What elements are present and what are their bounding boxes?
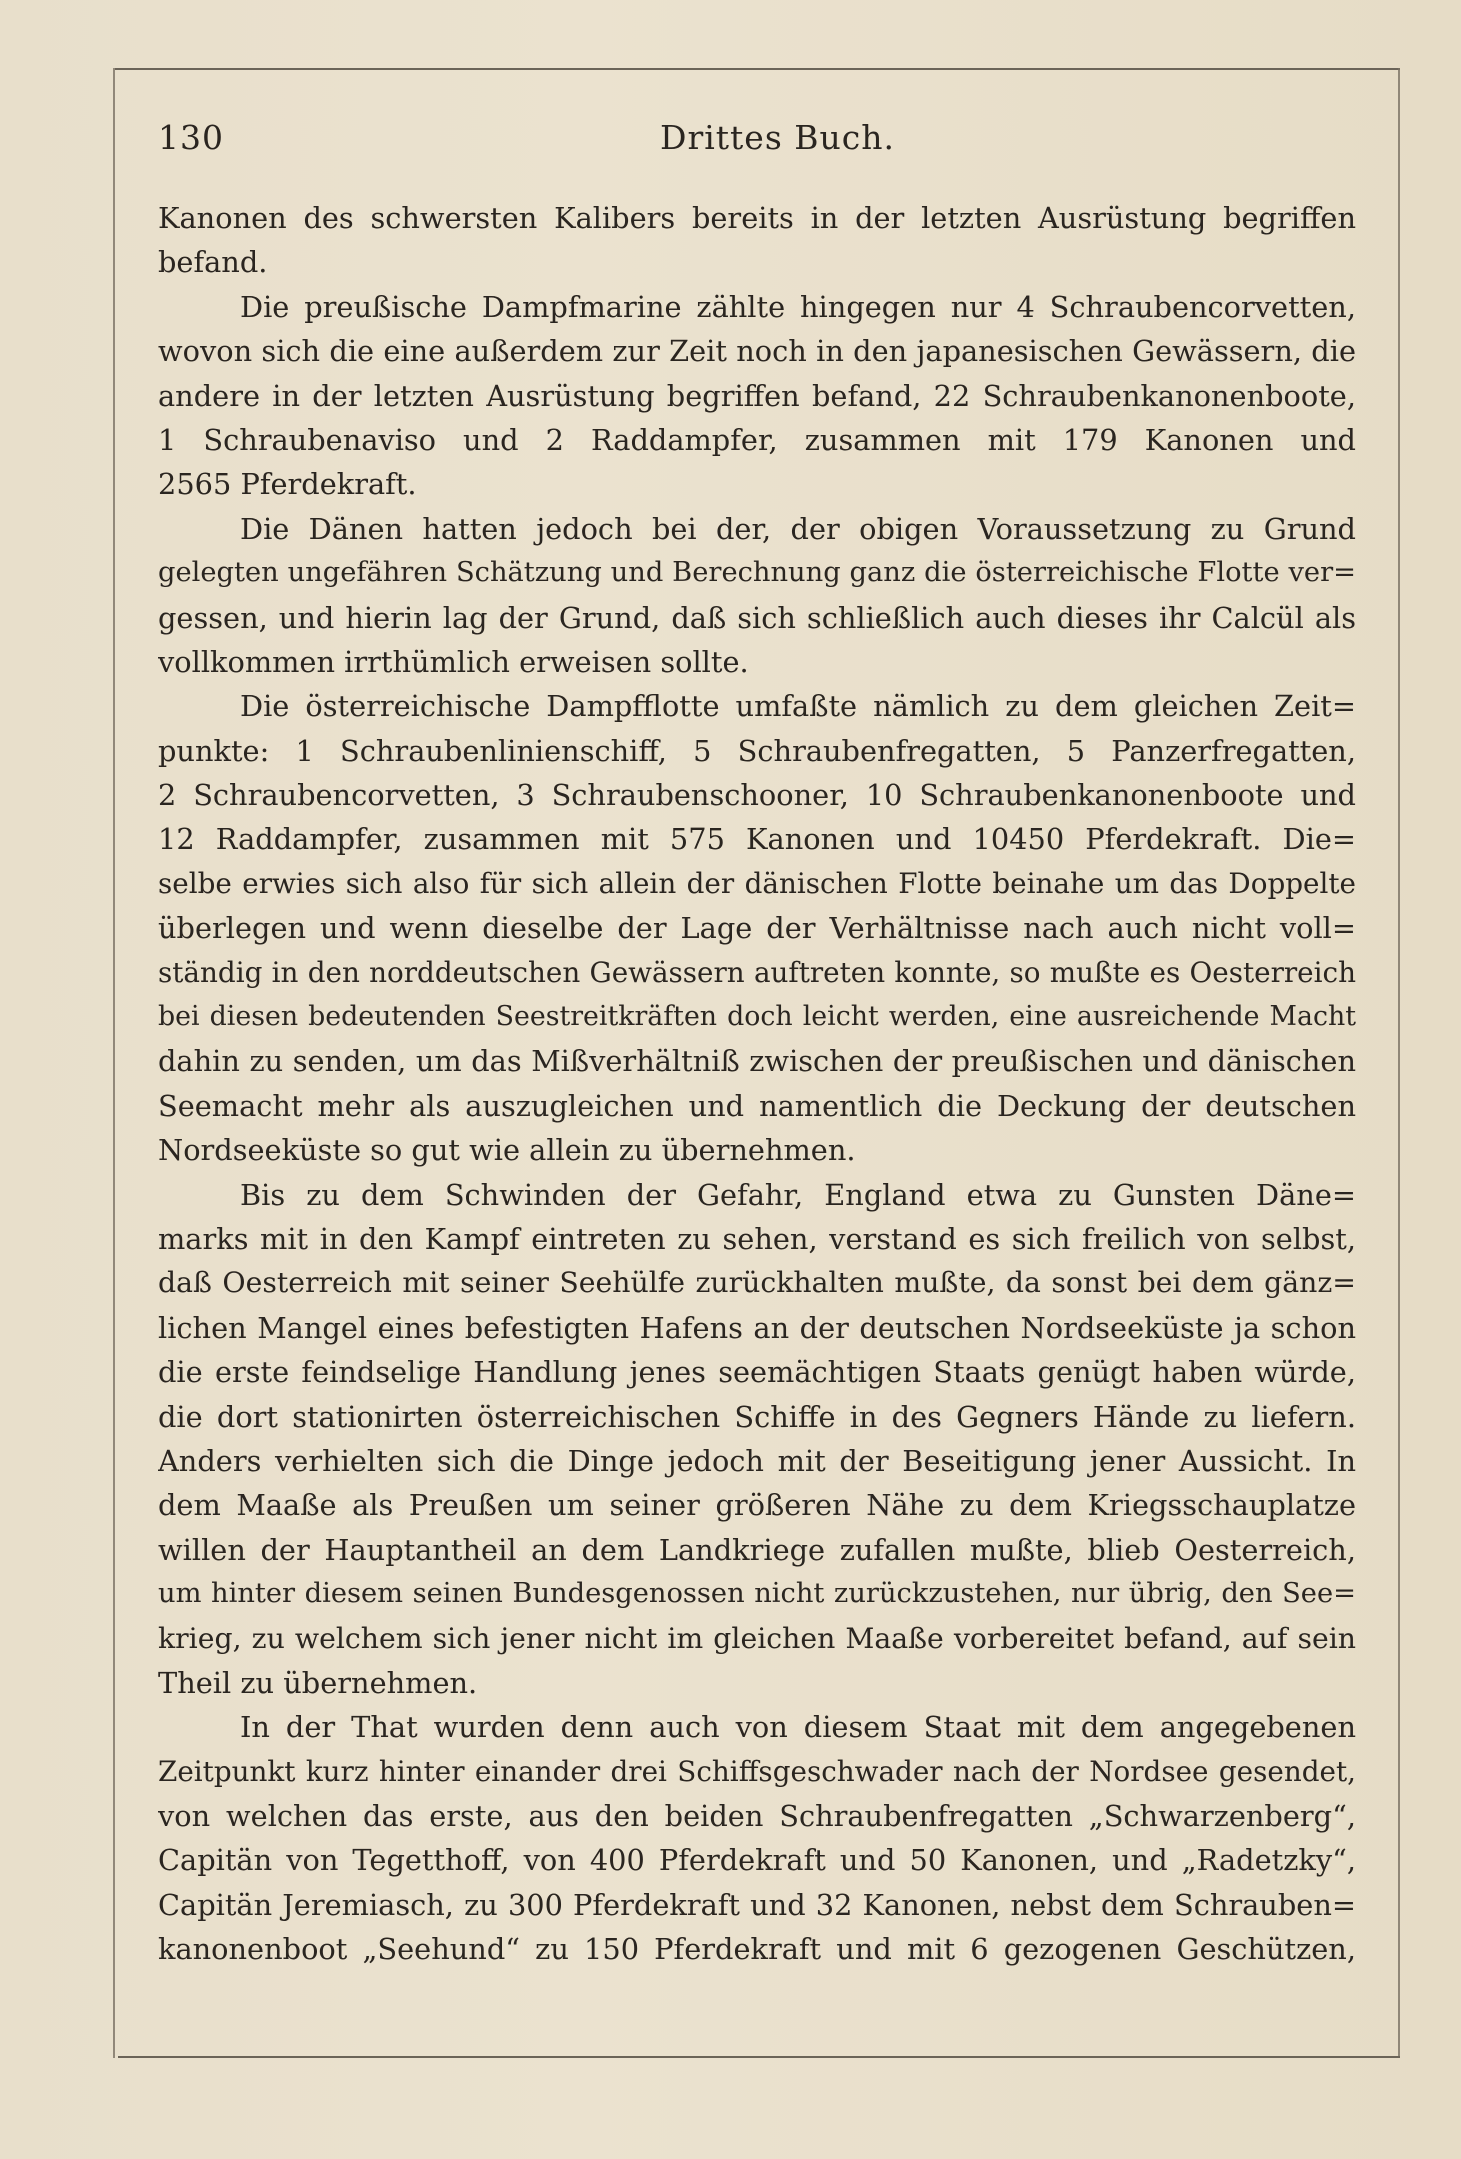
text-line: kanonenboot „Seehund“ zu 150 Pferdekraft und mit 6 gezogenen Geschützen,	[158, 1932, 1356, 1967]
page-number: 130	[158, 118, 224, 157]
text-line: marks mit in den Kampf eintreten zu sehen, verstand es sich freilich von selbst,	[158, 1221, 1356, 1256]
text-line: gelegten ungefähren Schätzung und Berechnung ganz die österreichische Flotte ver=	[158, 557, 1356, 589]
body-text	[158, 196, 1356, 1972]
text-line: um hinter diesem seinen Bundesgenossen nicht zurückzustehen, nur übrig, den See=	[158, 1578, 1356, 1610]
text-line: dahin zu senden, um das Mißverhältniß zwischen der preußischen und dänischen	[158, 1044, 1356, 1079]
text-line: Bis zu dem Schwinden der Gefahr, England etwa zu Gunsten Däne=	[240, 1177, 1356, 1212]
text-line: bei diesen bedeutenden Seestreitkräften doch leicht werden, eine ausreichende Macht	[158, 1001, 1356, 1033]
left-border-rule	[113, 68, 115, 2058]
text-line: befand.	[158, 245, 268, 280]
running-title: Drittes Buch.	[660, 118, 895, 157]
text-line: Anders verhielten sich die Dinge jedoch mit der Beseitigung jener Aussicht. In	[158, 1443, 1356, 1478]
text-line: krieg, zu welchem sich jener nicht im gleichen Maaße vorbereitet befand, auf sein	[158, 1621, 1356, 1655]
text-line: Kanonen des schwersten Kalibers bereits in der letzten Ausrüstung begriffen	[158, 201, 1356, 235]
text-line: Seemacht mehr als auszugleichen und namentlich die Deckung der deutschen	[158, 1088, 1356, 1123]
text-line: 2565 Pferdekraft.	[158, 467, 417, 502]
text-line: die erste feindselige Handlung jenes seemächtigen Staats genügt haben würde,	[158, 1355, 1356, 1390]
bottom-border-rule	[118, 2056, 1400, 2058]
text-line: andere in der letzten Ausrüstung begriffen befand, 22 Schraubenkanonenboote,	[158, 378, 1356, 413]
text-line: Die preußische Dampfmarine zählte hingegen nur 4 Schraubencorvetten,	[240, 289, 1356, 324]
text-line: Nordseeküste so gut wie allein zu übernehmen.	[158, 1133, 856, 1168]
text-line: gessen, und hierin lag der Grund, daß sich schließlich auch dieses ihr Calcül als	[158, 600, 1356, 635]
text-line: Die Dänen hatten jedoch bei der, der obigen Voraussetzung zu Grund	[240, 511, 1356, 546]
text-line: lichen Mangel eines befestigten Hafens an der deutschen Nordseeküste ja schon	[158, 1310, 1356, 1345]
text-line: Die österreichische Dampfflotte umfaßte nämlich zu dem gleichen Zeit=	[240, 689, 1356, 724]
text-line: willen der Hauptantheil an dem Landkriege zufallen mußte, blieb Oesterreich,	[158, 1532, 1356, 1567]
text-line: Zeitpunkt kurz hinter einander drei Schiffsgeschwader nach der Nordsee gesendet,	[158, 1754, 1356, 1788]
top-border-rule	[115, 68, 1400, 70]
text-line: ständig in den norddeutschen Gewässern auftreten konnte, so mußte es Oesterreich	[158, 955, 1356, 989]
text-line: vollkommen irrthümlich erweisen sollte.	[158, 644, 749, 679]
text-line: punkte: 1 Schraubenlinienschiff, 5 Schraubenfregatten, 5 Panzerfregatten,	[158, 733, 1356, 768]
text-line: von welchen das erste, aus den beiden Schraubenfregatten „Schwarzenberg“,	[158, 1799, 1356, 1834]
text-line: dem Maaße als Preußen um seiner größeren Nähe zu dem Kriegsschauplatze	[158, 1488, 1356, 1523]
text-line: Capitän Jeremiasch, zu 300 Pferdekraft und 32 Kanonen, nebst dem Schrauben=	[158, 1887, 1356, 1922]
text-line: selbe erwies sich also für sich allein der dänischen Flotte beinahe um das Doppelte	[158, 866, 1356, 900]
text-line: überlegen und wenn dieselbe der Lage der Verhältnisse nach auch nicht voll=	[158, 911, 1356, 946]
text-line: 1 Schraubenaviso und 2 Raddampfer, zusammen mit 179 Kanonen und	[158, 422, 1356, 457]
text-line: 2 Schraubencorvetten, 3 Schraubenschooner, 10 Schraubenkanonenboote und	[158, 778, 1356, 813]
text-line: wovon sich die eine außerdem zur Zeit noch in den japanesischen Gewässern, die	[158, 334, 1356, 369]
text-line: In der That wurden denn auch von diesem Staat mit dem angegebenen	[240, 1710, 1356, 1745]
text-line: Theil zu übernehmen.	[158, 1665, 478, 1700]
text-line: 12 Raddampfer, zusammen mit 575 Kanonen und 10450 Pferdekraft. Die=	[158, 822, 1356, 857]
text-line: Capitän von Tegetthoff, von 400 Pferdekraft und 50 Kanonen, und „Radetzky“,	[158, 1843, 1356, 1878]
text-line: die dort stationirten österreichischen Schiffe in des Gegners Hände zu liefern.	[158, 1399, 1356, 1434]
text-line: daß Oesterreich mit seiner Seehülfe zurückhalten mußte, da sonst bei dem gänz=	[158, 1266, 1356, 1300]
right-border-rule	[1398, 68, 1400, 2058]
